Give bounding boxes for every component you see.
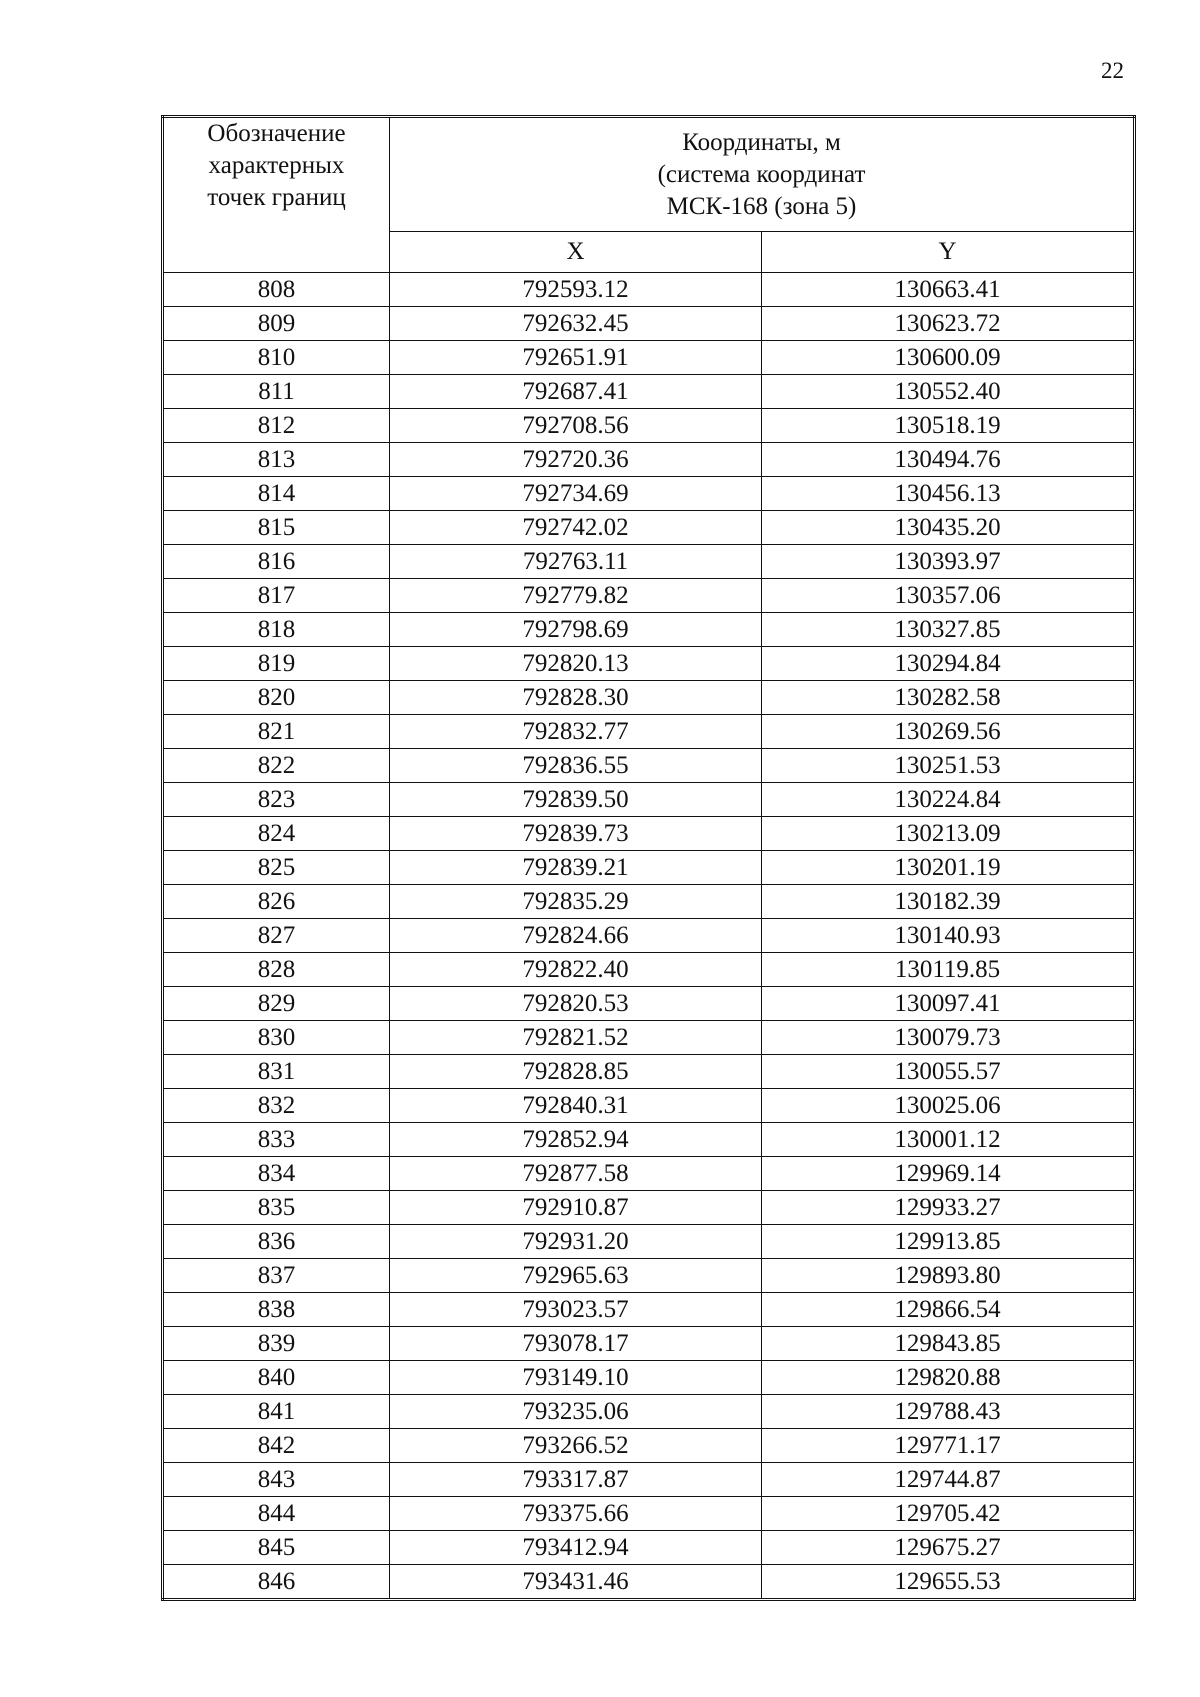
y-coordinate-cell: 130119.85 <box>762 953 1135 987</box>
table-row <box>163 647 1135 681</box>
table-row <box>163 477 1135 511</box>
table-row <box>163 1497 1135 1531</box>
table-row <box>163 1191 1135 1225</box>
table-row <box>163 579 1135 613</box>
coordinates-column-header: Координаты, м (система координат МСК-168 (зона 5) <box>390 117 1135 232</box>
point-id-cell: 841 <box>163 1395 390 1429</box>
table-row <box>163 545 1135 579</box>
table-row <box>163 1089 1135 1123</box>
y-coordinate-cell: 129969.14 <box>762 1157 1135 1191</box>
x-coordinate-cell: 792828.85 <box>390 1055 762 1089</box>
table-row <box>163 511 1135 545</box>
x-coordinate-cell: 793078.17 <box>390 1327 762 1361</box>
x-coordinate-cell: 792820.13 <box>390 647 762 681</box>
y-coordinate-cell: 130201.19 <box>762 851 1135 885</box>
x-coordinate-cell: 792832.77 <box>390 715 762 749</box>
point-id-cell: 829 <box>163 987 390 1021</box>
point-id-cell: 825 <box>163 851 390 885</box>
table-row <box>163 681 1135 715</box>
x-coordinate-cell: 792820.53 <box>390 987 762 1021</box>
y-coordinate-cell: 129913.85 <box>762 1225 1135 1259</box>
y-coordinate-cell: 130025.06 <box>762 1089 1135 1123</box>
y-coordinate-cell: 129705.42 <box>762 1497 1135 1531</box>
x-coordinate-cell: 792835.29 <box>390 885 762 919</box>
x-coordinate-cell: 792734.69 <box>390 477 762 511</box>
y-coordinate-cell: 130518.19 <box>762 409 1135 443</box>
point-id-cell: 817 <box>163 579 390 613</box>
point-id-cell: 824 <box>163 817 390 851</box>
table-row <box>163 1259 1135 1293</box>
y-coordinate-cell: 129655.53 <box>762 1565 1135 1600</box>
point-id-cell: 818 <box>163 613 390 647</box>
table-row <box>163 953 1135 987</box>
x-coordinate-cell: 792824.66 <box>390 919 762 953</box>
y-coordinate-cell: 129843.85 <box>762 1327 1135 1361</box>
table-row <box>163 1293 1135 1327</box>
y-coordinate-cell: 130600.09 <box>762 341 1135 375</box>
point-id-cell: 823 <box>163 783 390 817</box>
y-coordinate-cell: 129788.43 <box>762 1395 1135 1429</box>
y-coordinate-cell: 130251.53 <box>762 749 1135 783</box>
table-row <box>163 1021 1135 1055</box>
table-row <box>163 1327 1135 1361</box>
table-row <box>163 307 1135 341</box>
y-coordinate-cell: 130001.12 <box>762 1123 1135 1157</box>
point-id-cell: 827 <box>163 919 390 953</box>
table-row <box>163 1361 1135 1395</box>
x-coordinate-cell: 793412.94 <box>390 1531 762 1565</box>
point-id-cell: 813 <box>163 443 390 477</box>
x-coordinate-cell: 792965.63 <box>390 1259 762 1293</box>
point-id-cell: 814 <box>163 477 390 511</box>
y-coordinate-cell: 130097.41 <box>762 987 1135 1021</box>
table-row <box>163 1157 1135 1191</box>
x-coordinate-cell: 792742.02 <box>390 511 762 545</box>
point-column-header: Обозначение характерных точек границ <box>163 117 390 273</box>
table-row <box>163 1429 1135 1463</box>
y-coordinate-cell: 129744.87 <box>762 1463 1135 1497</box>
table-row <box>163 1225 1135 1259</box>
x-coordinate-cell: 792839.50 <box>390 783 762 817</box>
y-coordinate-cell: 129675.27 <box>762 1531 1135 1565</box>
table-row <box>163 1395 1135 1429</box>
x-coordinate-cell: 792839.73 <box>390 817 762 851</box>
table-row <box>163 375 1135 409</box>
y-coordinate-cell: 130456.13 <box>762 477 1135 511</box>
y-coordinate-cell: 130623.72 <box>762 307 1135 341</box>
x-column-header: X <box>390 232 762 273</box>
point-id-cell: 843 <box>163 1463 390 1497</box>
table-header-row <box>163 117 1135 232</box>
x-coordinate-cell: 792821.52 <box>390 1021 762 1055</box>
x-coordinate-cell: 792632.45 <box>390 307 762 341</box>
x-coordinate-cell: 792877.58 <box>390 1157 762 1191</box>
y-coordinate-cell: 130663.41 <box>762 273 1135 307</box>
y-coordinate-cell: 130357.06 <box>762 579 1135 613</box>
point-id-cell: 845 <box>163 1531 390 1565</box>
y-column-header: Y <box>762 232 1135 273</box>
point-id-cell: 836 <box>163 1225 390 1259</box>
x-coordinate-cell: 793317.87 <box>390 1463 762 1497</box>
point-id-cell: 840 <box>163 1361 390 1395</box>
x-coordinate-cell: 792708.56 <box>390 409 762 443</box>
table-row <box>163 749 1135 783</box>
y-coordinate-cell: 130435.20 <box>762 511 1135 545</box>
table-row <box>163 885 1135 919</box>
x-coordinate-cell: 792839.21 <box>390 851 762 885</box>
x-coordinate-cell: 792910.87 <box>390 1191 762 1225</box>
point-id-cell: 826 <box>163 885 390 919</box>
y-coordinate-cell: 130393.97 <box>762 545 1135 579</box>
point-id-cell: 809 <box>163 307 390 341</box>
coordinates-table <box>161 115 1136 1601</box>
x-coordinate-cell: 792836.55 <box>390 749 762 783</box>
point-id-cell: 844 <box>163 1497 390 1531</box>
table-row <box>163 1463 1135 1497</box>
table-row <box>163 1055 1135 1089</box>
x-coordinate-cell: 793431.46 <box>390 1565 762 1600</box>
page-number: 22 <box>1101 58 1124 83</box>
x-coordinate-cell: 792779.82 <box>390 579 762 613</box>
point-id-cell: 842 <box>163 1429 390 1463</box>
point-id-cell: 815 <box>163 511 390 545</box>
table-row <box>163 851 1135 885</box>
table-row <box>163 987 1135 1021</box>
x-coordinate-cell: 792593.12 <box>390 273 762 307</box>
point-id-cell: 832 <box>163 1089 390 1123</box>
table-row <box>163 409 1135 443</box>
table-row <box>163 273 1135 307</box>
y-coordinate-cell: 129820.88 <box>762 1361 1135 1395</box>
x-coordinate-cell: 792840.31 <box>390 1089 762 1123</box>
x-coordinate-cell: 792822.40 <box>390 953 762 987</box>
point-id-cell: 830 <box>163 1021 390 1055</box>
x-coordinate-cell: 792763.11 <box>390 545 762 579</box>
y-coordinate-cell: 129893.80 <box>762 1259 1135 1293</box>
y-coordinate-cell: 130140.93 <box>762 919 1135 953</box>
point-id-cell: 846 <box>163 1565 390 1600</box>
y-coordinate-cell: 129933.27 <box>762 1191 1135 1225</box>
y-coordinate-cell: 130079.73 <box>762 1021 1135 1055</box>
y-coordinate-cell: 130224.84 <box>762 783 1135 817</box>
point-id-cell: 819 <box>163 647 390 681</box>
y-coordinate-cell: 130494.76 <box>762 443 1135 477</box>
x-coordinate-cell: 792651.91 <box>390 341 762 375</box>
y-coordinate-cell: 130282.58 <box>762 681 1135 715</box>
table-row <box>163 1531 1135 1565</box>
point-id-cell: 808 <box>163 273 390 307</box>
table-row <box>163 919 1135 953</box>
point-id-cell: 835 <box>163 1191 390 1225</box>
table-row <box>163 1123 1135 1157</box>
point-id-cell: 833 <box>163 1123 390 1157</box>
x-coordinate-cell: 793149.10 <box>390 1361 762 1395</box>
x-coordinate-cell: 792720.36 <box>390 443 762 477</box>
table-body <box>163 273 1135 1600</box>
x-coordinate-cell: 793266.52 <box>390 1429 762 1463</box>
x-coordinate-cell: 793235.06 <box>390 1395 762 1429</box>
table-row <box>163 443 1135 477</box>
y-coordinate-cell: 130269.56 <box>762 715 1135 749</box>
point-id-cell: 831 <box>163 1055 390 1089</box>
x-coordinate-cell: 793023.57 <box>390 1293 762 1327</box>
point-id-cell: 811 <box>163 375 390 409</box>
y-coordinate-cell: 130213.09 <box>762 817 1135 851</box>
table-row <box>163 817 1135 851</box>
table-row <box>163 715 1135 749</box>
x-coordinate-cell: 792931.20 <box>390 1225 762 1259</box>
point-id-cell: 838 <box>163 1293 390 1327</box>
table-row <box>163 613 1135 647</box>
y-coordinate-cell: 130055.57 <box>762 1055 1135 1089</box>
y-coordinate-cell: 130552.40 <box>762 375 1135 409</box>
point-id-cell: 837 <box>163 1259 390 1293</box>
x-coordinate-cell: 792852.94 <box>390 1123 762 1157</box>
y-coordinate-cell: 129866.54 <box>762 1293 1135 1327</box>
point-id-cell: 822 <box>163 749 390 783</box>
x-coordinate-cell: 792828.30 <box>390 681 762 715</box>
point-id-cell: 812 <box>163 409 390 443</box>
point-id-cell: 816 <box>163 545 390 579</box>
x-coordinate-cell: 792687.41 <box>390 375 762 409</box>
point-id-cell: 820 <box>163 681 390 715</box>
point-id-cell: 810 <box>163 341 390 375</box>
table-row <box>163 1565 1135 1600</box>
x-coordinate-cell: 793375.66 <box>390 1497 762 1531</box>
point-id-cell: 828 <box>163 953 390 987</box>
point-id-cell: 839 <box>163 1327 390 1361</box>
y-coordinate-cell: 130294.84 <box>762 647 1135 681</box>
table-row <box>163 341 1135 375</box>
point-id-cell: 834 <box>163 1157 390 1191</box>
table-row <box>163 783 1135 817</box>
x-coordinate-cell: 792798.69 <box>390 613 762 647</box>
y-coordinate-cell: 129771.17 <box>762 1429 1135 1463</box>
y-coordinate-cell: 130327.85 <box>762 613 1135 647</box>
point-id-cell: 821 <box>163 715 390 749</box>
y-coordinate-cell: 130182.39 <box>762 885 1135 919</box>
